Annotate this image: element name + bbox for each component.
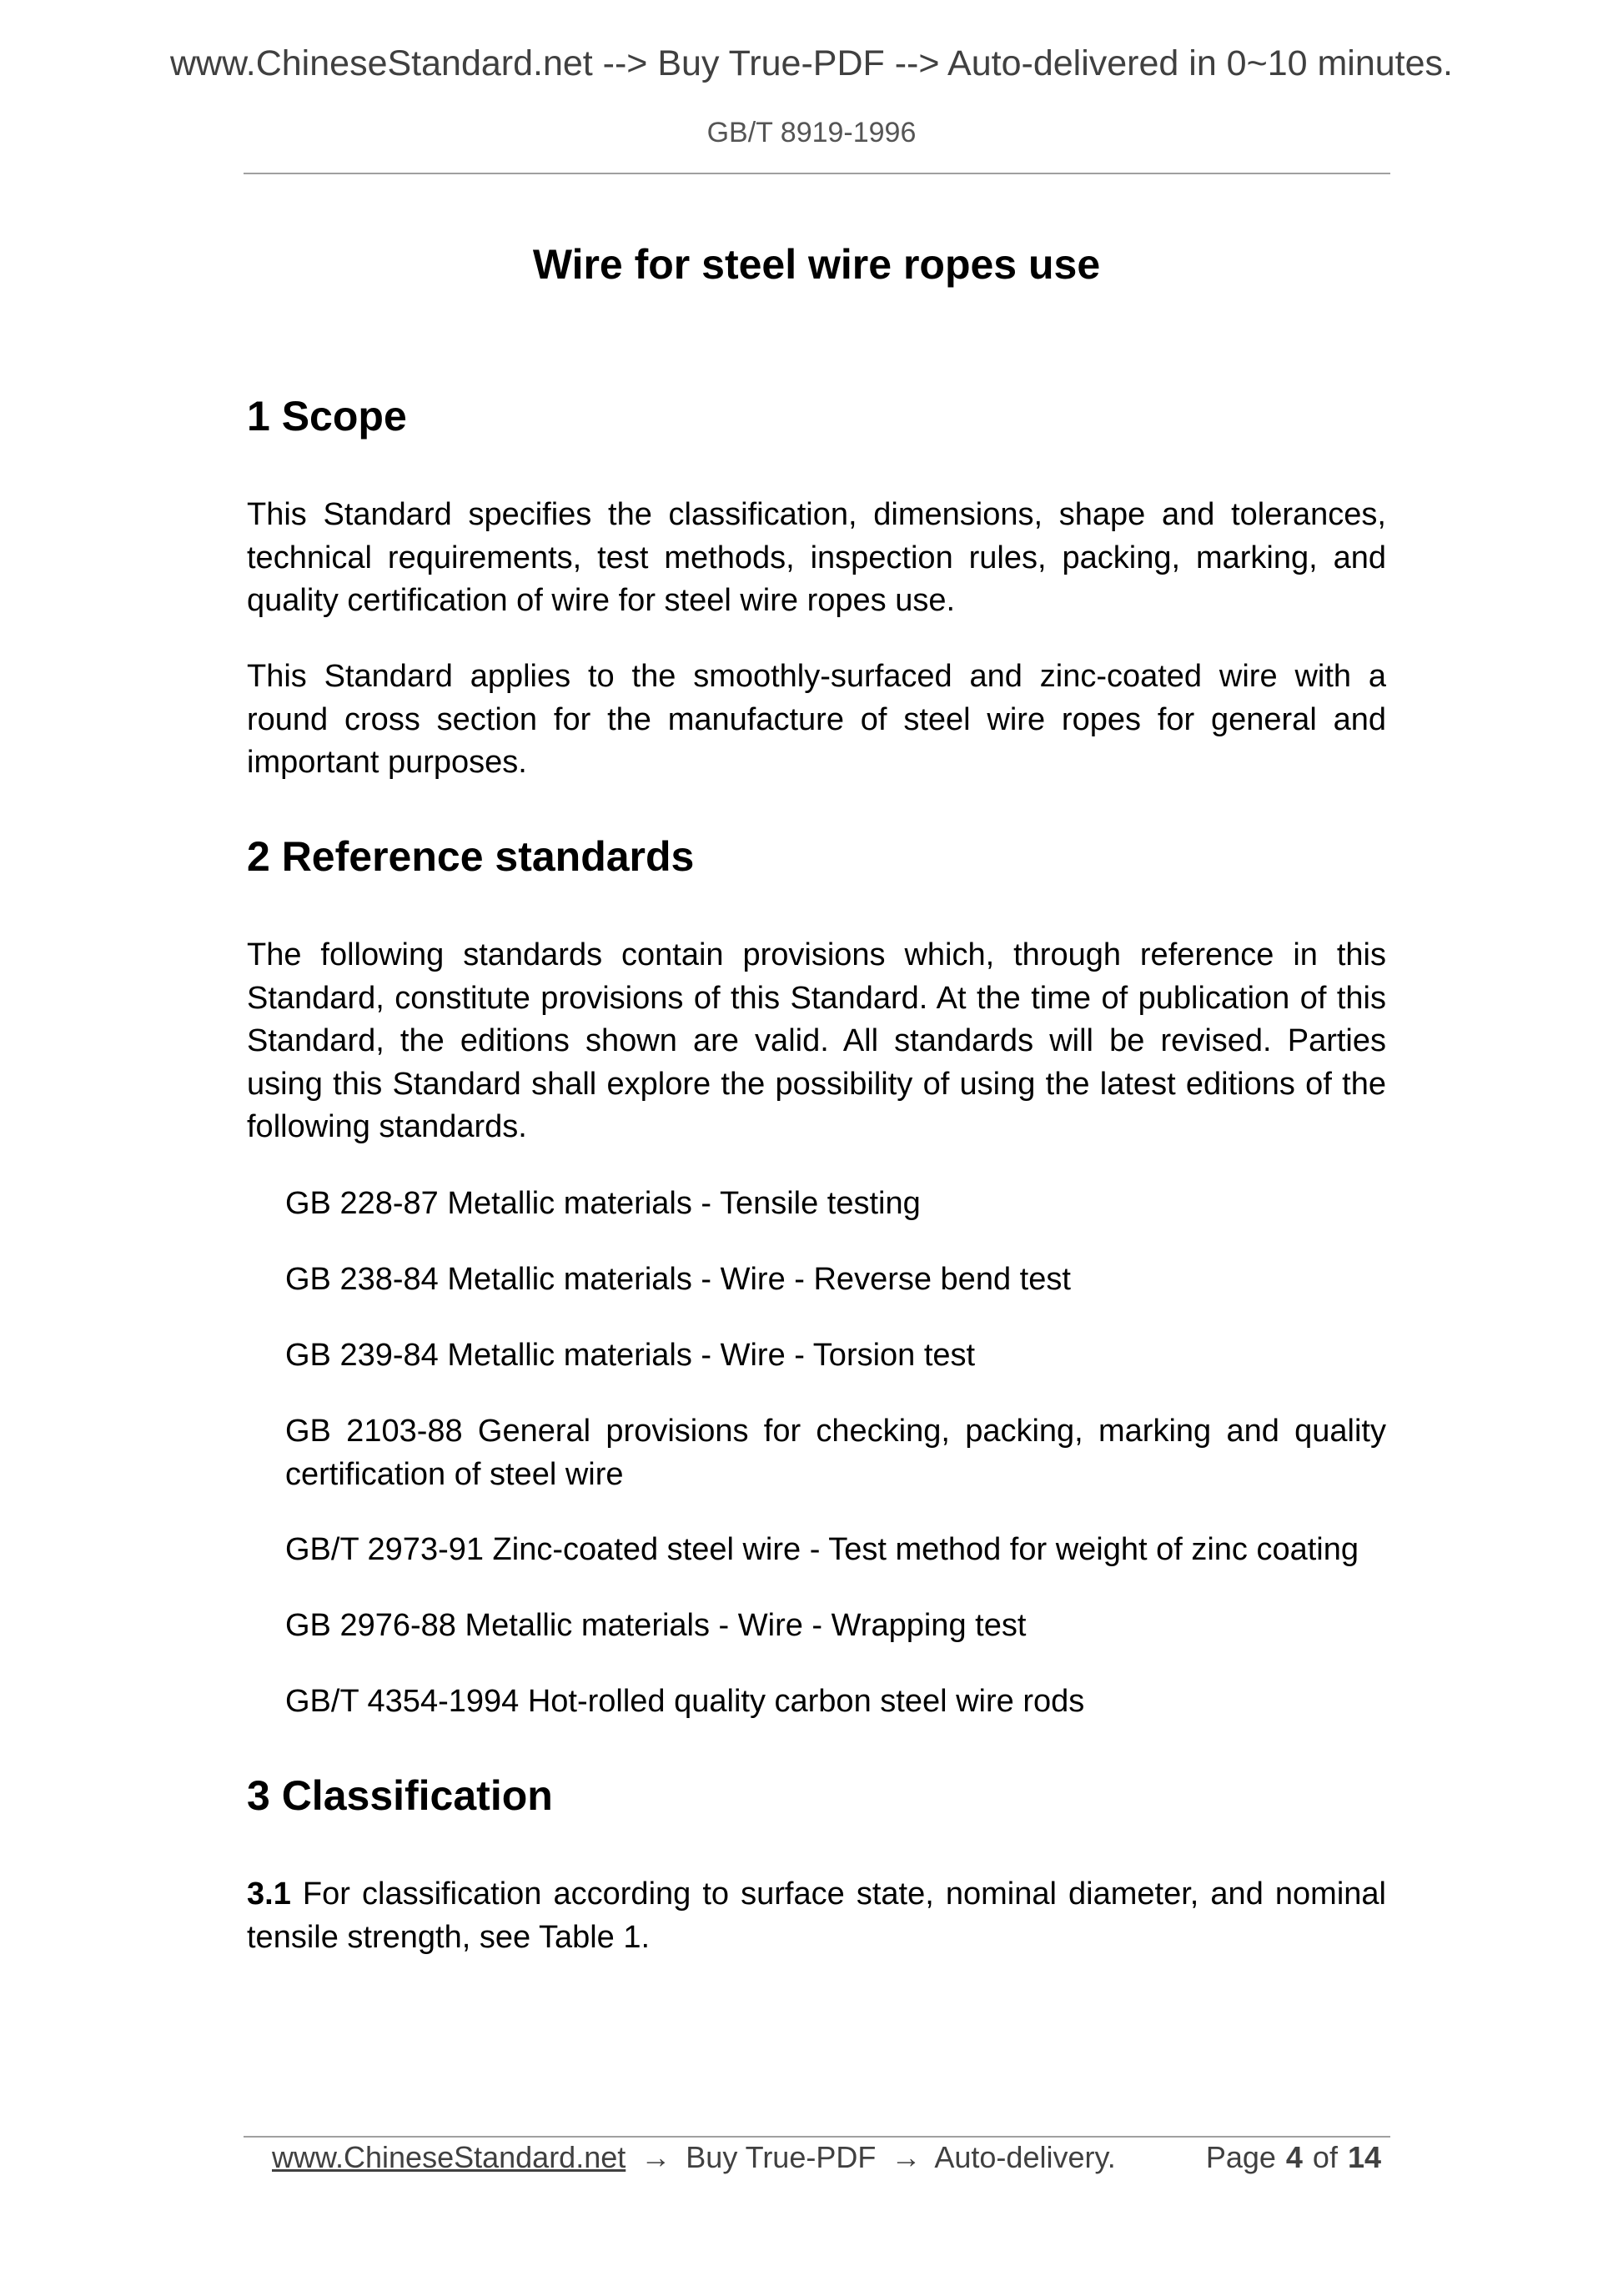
section-heading-classification: 3 Classification	[247, 1772, 553, 1819]
footer-delivery-text: Auto-delivery.	[934, 2140, 1116, 2174]
reference-item: GB 2976-88 Metallic materials - Wire - Wrapping test	[285, 1608, 1027, 1643]
header-divider	[244, 173, 1390, 174]
clause-3-1	[247, 1873, 1386, 1959]
of-label: of	[1312, 2140, 1338, 2174]
scope-paragraph-2: This Standard applies to the smoothly-surfaced and zinc-coated wire with a round cross section for the manufacture of steel wire ropes for general and important purposes.	[247, 659, 1386, 780]
section-heading-scope: 1 Scope	[247, 393, 407, 440]
clause-number: 3.1	[247, 1876, 291, 1912]
page-indicator	[1206, 2140, 1381, 2175]
footer-buy-text: Buy True-PDF	[686, 2140, 877, 2174]
reference-item: GB/T 2973-91 Zinc-coated steel wire - Test method for weight of zinc coating	[285, 1532, 1359, 1567]
footer-divider	[244, 2136, 1390, 2138]
reference-item: GB 228-87 Metallic materials - Tensile testing	[285, 1186, 921, 1221]
page-footer	[272, 2140, 1381, 2182]
arrow-right-icon: →	[891, 2140, 922, 2174]
page-total: 14	[1347, 2140, 1381, 2174]
references-intro: The following standards contain provisions which, through reference in this Standard, constitute provisions of this Standard. At the time of publication of this Standard, the editions shown are valid. All standards will be revised. Parties using this Standard shall explore the possibility of using the latest editions of the following standards.	[247, 937, 1386, 1144]
clause-text: For classification according to surface state, nominal diameter, and nominal tensile strength, see Table 1.	[247, 1876, 1386, 1955]
reference-item: GB 238-84 Metallic materials - Wire - Reverse bend test	[285, 1262, 1071, 1297]
footer-left	[272, 2140, 1116, 2175]
page-number: 4	[1285, 2140, 1303, 2174]
page-label: Page	[1205, 2140, 1276, 2174]
top-banner: www.ChineseStandard.net --> Buy True-PDF --> Auto-delivered in 0~10 minutes.	[169, 43, 1453, 83]
document-code: GB/T 8919-1996	[706, 117, 917, 148]
reference-item: GB 2103-88 General provisions for checking, packing, marking and quality certification of steel wire	[285, 1414, 1386, 1492]
section-heading-references: 2 Reference standards	[247, 833, 695, 880]
footer-site-link[interactable]: www.ChineseStandard.net	[272, 2140, 626, 2174]
scope-paragraph-1: This Standard specifies the classification, dimensions, shape and tolerances, technical requirements, test methods, inspection rules, packing, marking, and quality certification of wire for steel wire ropes use.	[247, 497, 1386, 618]
arrow-right-icon: →	[641, 2140, 671, 2174]
document-title: Wire for steel wire ropes use	[532, 241, 1101, 288]
reference-item: GB 239-84 Metallic materials - Wire - Torsion test	[285, 1338, 976, 1373]
reference-item: GB/T 4354-1994 Hot-rolled quality carbon steel wire rods	[285, 1684, 1085, 1719]
